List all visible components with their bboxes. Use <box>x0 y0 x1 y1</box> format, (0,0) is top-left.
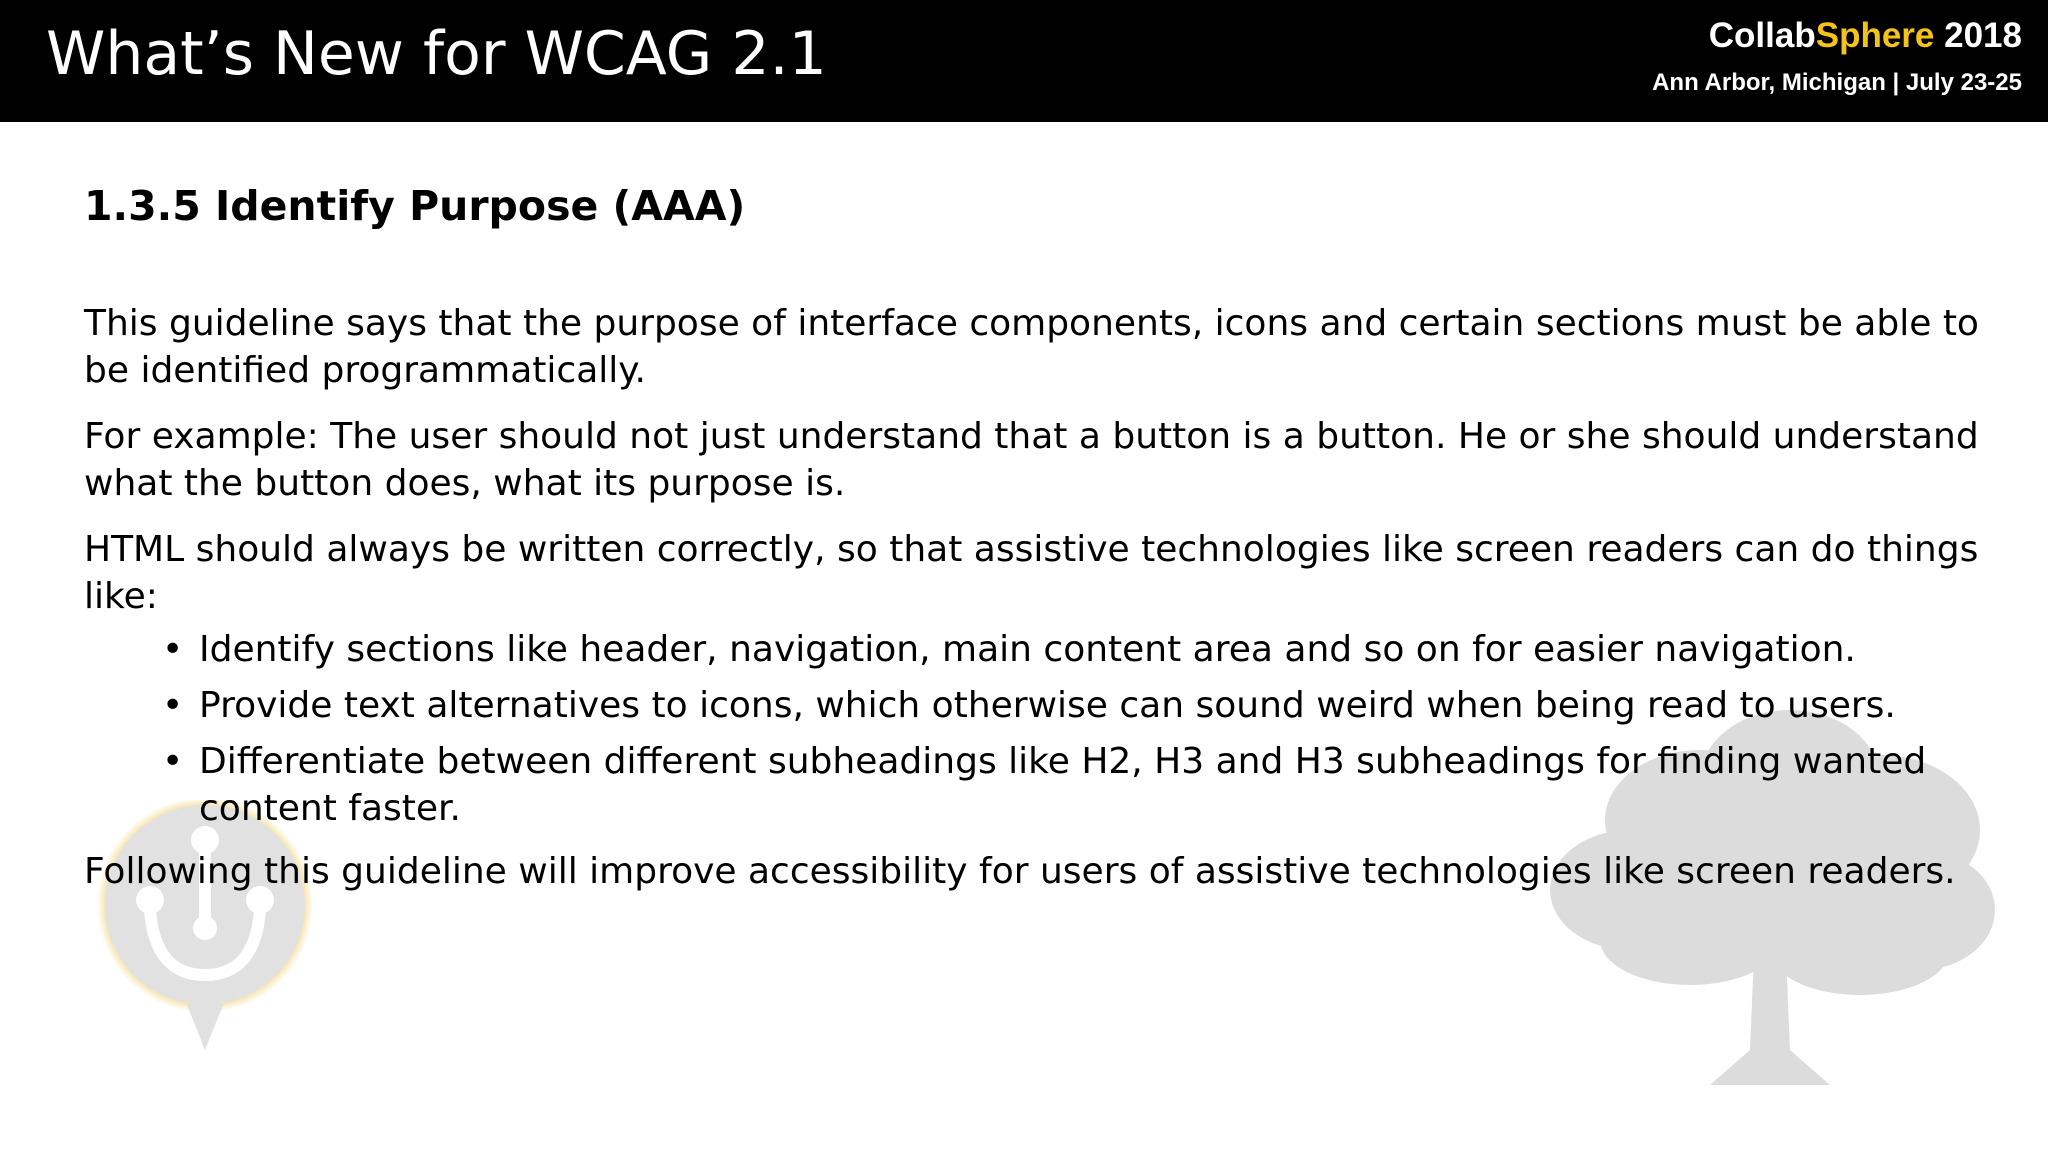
paragraph-html: HTML should always be written correctly, so that assistive technologies like screen readers can do things like: <box>84 529 1979 617</box>
list-item: • Provide text alternatives to icons, which otherwise can sound weird when being read to users. <box>84 682 2004 729</box>
brand-logo <box>1652 14 2022 100</box>
paragraph-closing: Following this guideline will improve accessibility for users of assistive technologies like screen readers. <box>84 851 1956 892</box>
section-heading: 1.3.5 Identify Purpose (AAA) <box>84 182 746 230</box>
bullet-icon: • <box>162 741 184 782</box>
bullet-list <box>84 626 2004 832</box>
list-item: • Identify sections like header, navigation, main content area and so on for easier navigation. <box>84 626 2004 673</box>
slide-title: What’s New for WCAG 2.1 <box>46 19 827 89</box>
brand-name: CollabSphere 2018 <box>1708 16 2022 55</box>
list-item: • Differentiate between different subheadings like H2, H3 and H3 subheadings for finding wanted content faster. <box>84 738 2004 832</box>
slide-content <box>84 178 2004 914</box>
header-bar <box>0 0 2048 122</box>
bullet-icon: • <box>162 629 184 670</box>
paragraph-intro: This guideline says that the purpose of interface components, icons and certain sections must be able to be identified programmatically. <box>84 303 1979 391</box>
paragraph-example: For example: The user should not just understand that a button is a button. He or she should understand what the button does, what its purpose is. <box>84 416 1979 504</box>
bullet-icon: • <box>162 685 184 726</box>
brand-subtitle: Ann Arbor, Michigan | July 23-25 <box>1652 69 2022 96</box>
